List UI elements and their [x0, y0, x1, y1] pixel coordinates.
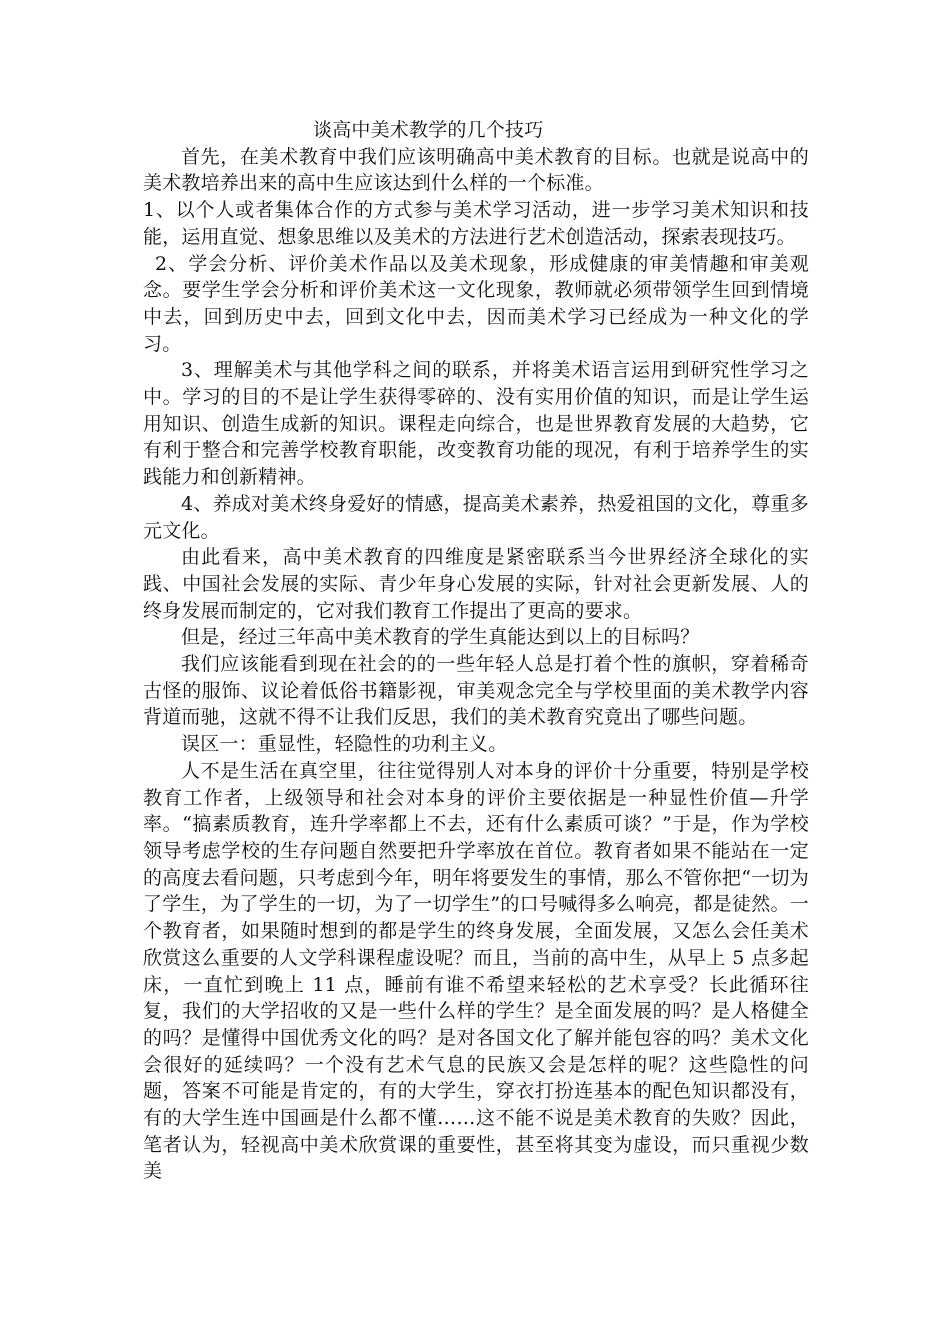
paragraph-goal-3: 3、理解美术与其他学科之间的联系，并将美术语言运用到研究性学习之中。学习的目的不是让学生获得零碎的、没有实用价值的知识，而是让学生运用知识、创造生成新的知识。课程走向综合，也是世界教育发展的大趋势，它有利于整合和完善学校教育职能，改变教育功能的现况，有利于培养学生的实践能力和创新精神。 — [143, 359, 809, 489]
paragraph-misconception-body: 人不是生活在真空里，往往觉得别人对本身的评价十分重要，特别是学校教育工作者，上级领导和社会对本身的评价主要依据是一种显性价值—升学率。“搞素质教育，连升学率都上不去，还有什么素质可谈？”于是，作为学校领导考虑学校的生存问题自然要把升学率放在首位。教育者如果不能站在一定的高度去看问题，只考虑到今年，明年将要发生的事情，那么不管你把“一切为了学生，为了学生的一切，为了一切学生”的口号喊得多么响亮，都是徒然。一个教育者，如果随时想到的都是学生的终身发展，全面发展，又怎么会任美术欣赏这么重要的人文学科课程虚设呢？而且，当前的高中生，从早上 5 点多起床，一直忙到晚上 11 点，睡前有谁不希望来轻松的艺术享受？长此循环往复，我们的大学招收的又是一些什么样的学生？是全面发展的吗？是人格健全的吗？是懂得中国优秀文化的吗？是对各国文化了解并能包容的吗？美术文化会很好的延续吗？一个没有艺术气息的民族又会是怎样的呢？这些隐性的问题，答案不可能是肯定的，有的大学生，穿衣打扮连基本的配色知识都没有，有的大学生连中国画是什么都不懂……这不能不说是美术教育的失败？因此，笔者认为，轻视高中美术欣赏课的重要性，甚至将其变为虚设，而只重视少数美 — [143, 759, 809, 1183]
paragraph-goal-1: 1、以个人或者集体合作的方式参与美术学习活动，进一步学习美术知识和技能，运用直觉、想象思维以及美术的方法进行艺术创造活动，探索表现技巧。 — [143, 199, 809, 248]
paragraph-goal-4: 4、养成对美术终身爱好的情感，提高美术素养，热爱祖国的文化，尊重多元文化。 — [143, 492, 809, 542]
paragraph-goal-2: 2、学会分析、评价美术作品以及美术现象，形成健康的审美情趣和审美观念。要学生学会分析和评价美术这一文化现象，教师就必须带领学生回到情境中去，回到历史中去，回到文化中去，因而美术学习已经成为一种文化的学习。 — [143, 252, 809, 355]
paragraph-observation: 我们应该能看到现在社会的的一些年轻人总是打着个性的旗帜，穿着稀奇古怪的服饰、议论着低俗书籍影视，审美观念完全与学校里面的美术教学内容背道而驰，这就不得不让我们反思，我们的美术教育究竟出了哪些问题。 — [143, 653, 809, 729]
paragraph-question: 但是，经过三年高中美术教育的学生真能达到以上的目标吗？ — [181, 626, 700, 649]
document-title: 谈高中美术教学的几个技巧 — [313, 119, 544, 141]
paragraph-intro: 首先，在美术教育中我们应该明确高中美术教育的目标。也就是说高中的美术教培养出来的高中生应该达到什么样的一个标准。 — [143, 145, 809, 195]
document-body — [143, 117, 809, 1185]
paragraph-summary: 由此看来，高中美术教育的四维度是紧密联系当今世界经济全球化的实践、中国社会发展的实际、青少年身心发展的实际，针对社会更新发展、人的终身发展而制定的，它对我们教育工作提出了更高的要求。 — [143, 546, 809, 622]
paragraph-misconception-heading: 误区一：重显性，轻隐性的功利主义。 — [181, 733, 508, 756]
